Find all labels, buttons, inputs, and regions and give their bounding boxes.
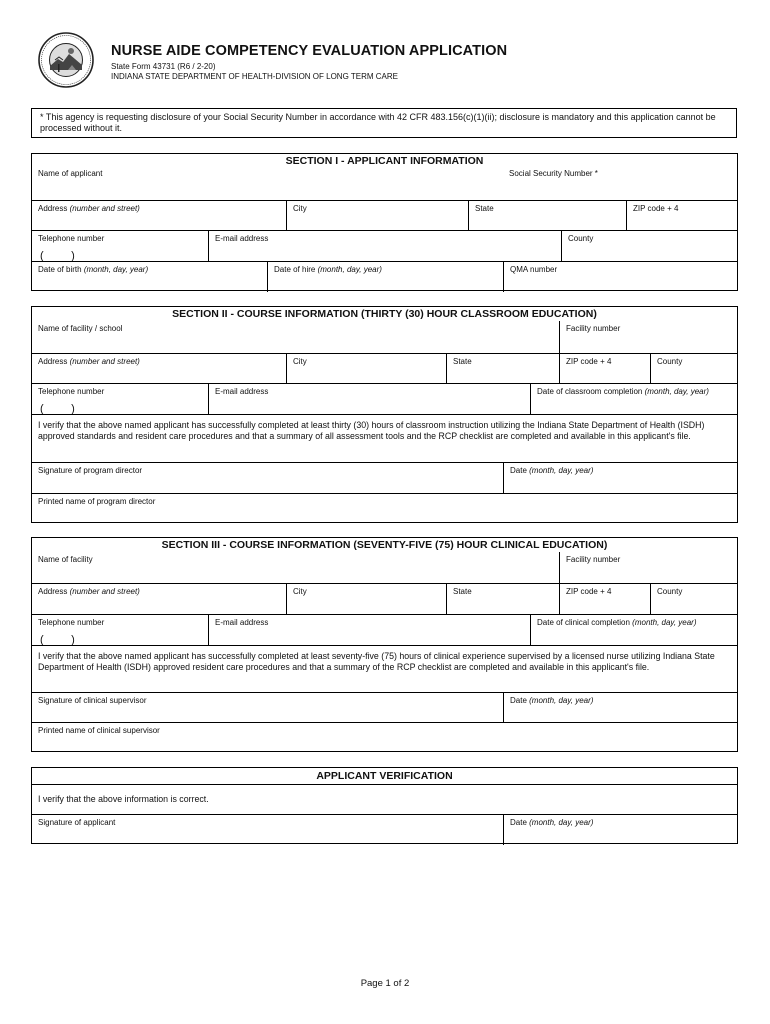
classroom-city-label: City — [293, 357, 307, 366]
classroom-facility-name-field[interactable] — [32, 321, 559, 353]
clinical-county-field[interactable] — [650, 584, 737, 614]
classroom-facility-number-label: Facility number — [566, 324, 621, 333]
clinical-supervisor-signature-label: Signature of clinical supervisor — [38, 696, 147, 705]
classroom-completion-date-field[interactable] — [530, 384, 737, 414]
classroom-state-field[interactable] — [446, 354, 559, 383]
classroom-verification-statement: I verify that the above named applicant has successfully completed at least thirty (30) hours of classroom instruction utilizing the Indiana State Department of Health (ISDH) approved standards and resident care procedures and that a summary of all assessment tools and the RCP checklist are completed and available in this applicant's file. — [38, 420, 705, 442]
section-1-applicant-information — [31, 153, 738, 291]
section-3-clinical-education — [31, 537, 738, 752]
clinical-city-field[interactable] — [286, 584, 446, 614]
clinical-completion-date-field[interactable] — [530, 615, 737, 645]
applicant-dates-row — [32, 261, 737, 292]
classroom-county-field[interactable] — [650, 354, 737, 383]
clinical-supervisor-date-label: Date (month, day, year) — [510, 696, 594, 705]
applicant-address-field[interactable] — [32, 201, 286, 230]
clinical-city-label: City — [293, 587, 307, 596]
date-of-birth-label: Date of birth (month, day, year) — [38, 265, 149, 274]
clinical-state-field[interactable] — [446, 584, 559, 614]
program-director-signature-label: Signature of program director — [38, 466, 143, 475]
program-director-date-label: Date (month, day, year) — [510, 466, 594, 475]
clinical-state-label: State — [453, 587, 472, 596]
agency-name: INDIANA STATE DEPARTMENT OF HEALTH-DIVISION OF LONG TERM CARE — [111, 72, 398, 81]
clinical-verification-statement: I verify that the above named applicant has successfully completed at least seventy-five (75) hours of clinical experience supervised by a licensed nurse utilizing Indiana State Department of Health (ISDH) approved resident care procedures and that a summary of the RCP checklist are completed and available in this applicant's file. — [38, 651, 715, 673]
clinical-supervisor-date-field[interactable] — [503, 693, 737, 722]
area-code-parens: ( ) — [40, 250, 75, 262]
qma-number-field[interactable] — [503, 262, 737, 292]
classroom-email-field[interactable] — [208, 384, 530, 414]
date-of-birth-field[interactable] — [32, 262, 267, 292]
applicant-name-field[interactable] — [32, 166, 503, 200]
program-director-printed-name-label: Printed name of program director — [38, 497, 156, 506]
clinical-supervisor-printed-name-label: Printed name of clinical supervisor — [38, 726, 160, 735]
clinical-supervisor-signature-row — [32, 692, 737, 722]
date-of-hire-field[interactable] — [267, 262, 503, 292]
classroom-city-field[interactable] — [286, 354, 446, 383]
ssn-field[interactable] — [503, 166, 737, 200]
classroom-zip-label: ZIP code + 4 — [566, 357, 612, 366]
classroom-address-row — [32, 353, 737, 383]
classroom-verification-row — [32, 414, 737, 462]
clinical-supervisor-name-row — [32, 722, 737, 753]
clinical-contact-row — [32, 614, 737, 645]
page-number: Page 1 of 2 — [360, 978, 410, 989]
applicant-address-label: Address (number and street) — [38, 204, 140, 213]
classroom-telephone-label: Telephone number — [38, 387, 105, 396]
applicant-verification-statement: I verify that the above information is correct. — [38, 794, 209, 804]
classroom-address-label: Address (number and street) — [38, 357, 140, 366]
section-2-title: SECTION II - COURSE INFORMATION (THIRTY (30) HOUR CLASSROOM EDUCATION) — [172, 308, 597, 320]
clinical-facility-number-label: Facility number — [566, 555, 621, 564]
applicant-signature-date-field[interactable] — [503, 815, 737, 845]
applicant-telephone-field[interactable] — [32, 231, 208, 261]
applicant-zip-label: ZIP code + 4 — [633, 204, 679, 213]
clinical-facility-name-label: Name of facility — [38, 555, 93, 564]
clinical-zip-field[interactable] — [559, 584, 650, 614]
classroom-email-label: E-mail address — [215, 387, 269, 396]
applicant-signature-row — [32, 814, 737, 845]
clinical-telephone-field[interactable] — [32, 615, 208, 645]
clinical-email-field[interactable] — [208, 615, 530, 645]
form-title: NURSE AIDE COMPETENCY EVALUATION APPLICATION — [111, 43, 508, 59]
classroom-address-field[interactable] — [32, 354, 286, 383]
applicant-county-field[interactable] — [561, 231, 737, 261]
applicant-county-label: County — [568, 234, 594, 243]
program-director-printed-name-field[interactable] — [32, 494, 737, 524]
clinical-facility-name-field[interactable] — [32, 552, 559, 583]
classroom-facility-number-field[interactable] — [559, 321, 737, 353]
clinical-facility-number-field[interactable] — [559, 552, 737, 583]
form-number: State Form 43731 (R6 / 2-20) — [111, 62, 216, 71]
clinical-email-label: E-mail address — [215, 618, 269, 627]
program-director-date-field[interactable] — [503, 463, 737, 493]
classroom-contact-row — [32, 383, 737, 414]
program-director-name-row — [32, 493, 737, 524]
clinical-zip-label: ZIP code + 4 — [566, 587, 612, 596]
applicant-signature-field[interactable] — [32, 815, 503, 845]
applicant-signature-label: Signature of applicant — [38, 818, 116, 827]
section-2-classroom-education — [31, 306, 738, 523]
applicant-address-row — [32, 200, 737, 230]
ssn-disclosure-notice: * This agency is requesting disclosure of your Social Security Number in accordance with 42 CFR 483.156(c)(1)(ii); disclosure is mandatory and this application cannot be processed without it. — [31, 108, 737, 138]
clinical-address-field[interactable] — [32, 584, 286, 614]
program-director-signature-row — [32, 462, 737, 493]
applicant-contact-row — [32, 230, 737, 261]
applicant-zip-field[interactable] — [626, 201, 737, 230]
clinical-facility-row — [32, 552, 737, 583]
applicant-signature-date-label: Date (month, day, year) — [510, 818, 594, 827]
classroom-county-label: County — [657, 357, 683, 366]
state-seal-logo — [38, 32, 94, 88]
classroom-telephone-field[interactable] — [32, 384, 208, 414]
applicant-telephone-label: Telephone number — [38, 234, 105, 243]
classroom-zip-field[interactable] — [559, 354, 650, 383]
classroom-state-label: State — [453, 357, 472, 366]
applicant-email-field[interactable] — [208, 231, 561, 261]
classroom-completion-date-label: Date of classroom completion (month, day, year) — [537, 387, 709, 396]
clinical-address-label: Address (number and street) — [38, 587, 140, 596]
clinical-address-row — [32, 583, 737, 614]
clinical-completion-date-label: Date of clinical completion (month, day, year) — [537, 618, 697, 627]
program-director-signature-field[interactable] — [32, 463, 503, 493]
section-3-title: SECTION III - COURSE INFORMATION (SEVENTY-FIVE (75) HOUR CLINICAL EDUCATION) — [161, 539, 608, 551]
applicant-verification-section — [31, 767, 738, 844]
applicant-verification-title: APPLICANT VERIFICATION — [316, 770, 453, 782]
classroom-facility-row — [32, 321, 737, 353]
clinical-supervisor-signature-field[interactable] — [32, 693, 503, 722]
clinical-county-label: County — [657, 587, 683, 596]
qma-number-label: QMA number — [510, 265, 558, 274]
applicant-verification-statement-row — [32, 784, 737, 814]
clinical-supervisor-printed-name-field[interactable] — [32, 723, 737, 753]
section-1-title: SECTION I - APPLICANT INFORMATION — [285, 155, 484, 167]
applicant-name-label: Name of applicant — [38, 169, 103, 178]
date-of-hire-label: Date of hire (month, day, year) — [274, 265, 382, 274]
applicant-state-field[interactable] — [468, 201, 626, 230]
applicant-name-row — [32, 166, 737, 200]
clinical-telephone-label: Telephone number — [38, 618, 105, 627]
applicant-city-label: City — [293, 204, 307, 213]
classroom-facility-name-label: Name of facility / school — [38, 324, 123, 333]
ssn-label: Social Security Number * — [509, 169, 598, 178]
applicant-email-label: E-mail address — [215, 234, 269, 243]
area-code-parens: ( ) — [40, 403, 75, 415]
clinical-verification-row — [32, 645, 737, 692]
area-code-parens: ( ) — [40, 634, 75, 646]
applicant-city-field[interactable] — [286, 201, 468, 230]
applicant-state-label: State — [475, 204, 494, 213]
